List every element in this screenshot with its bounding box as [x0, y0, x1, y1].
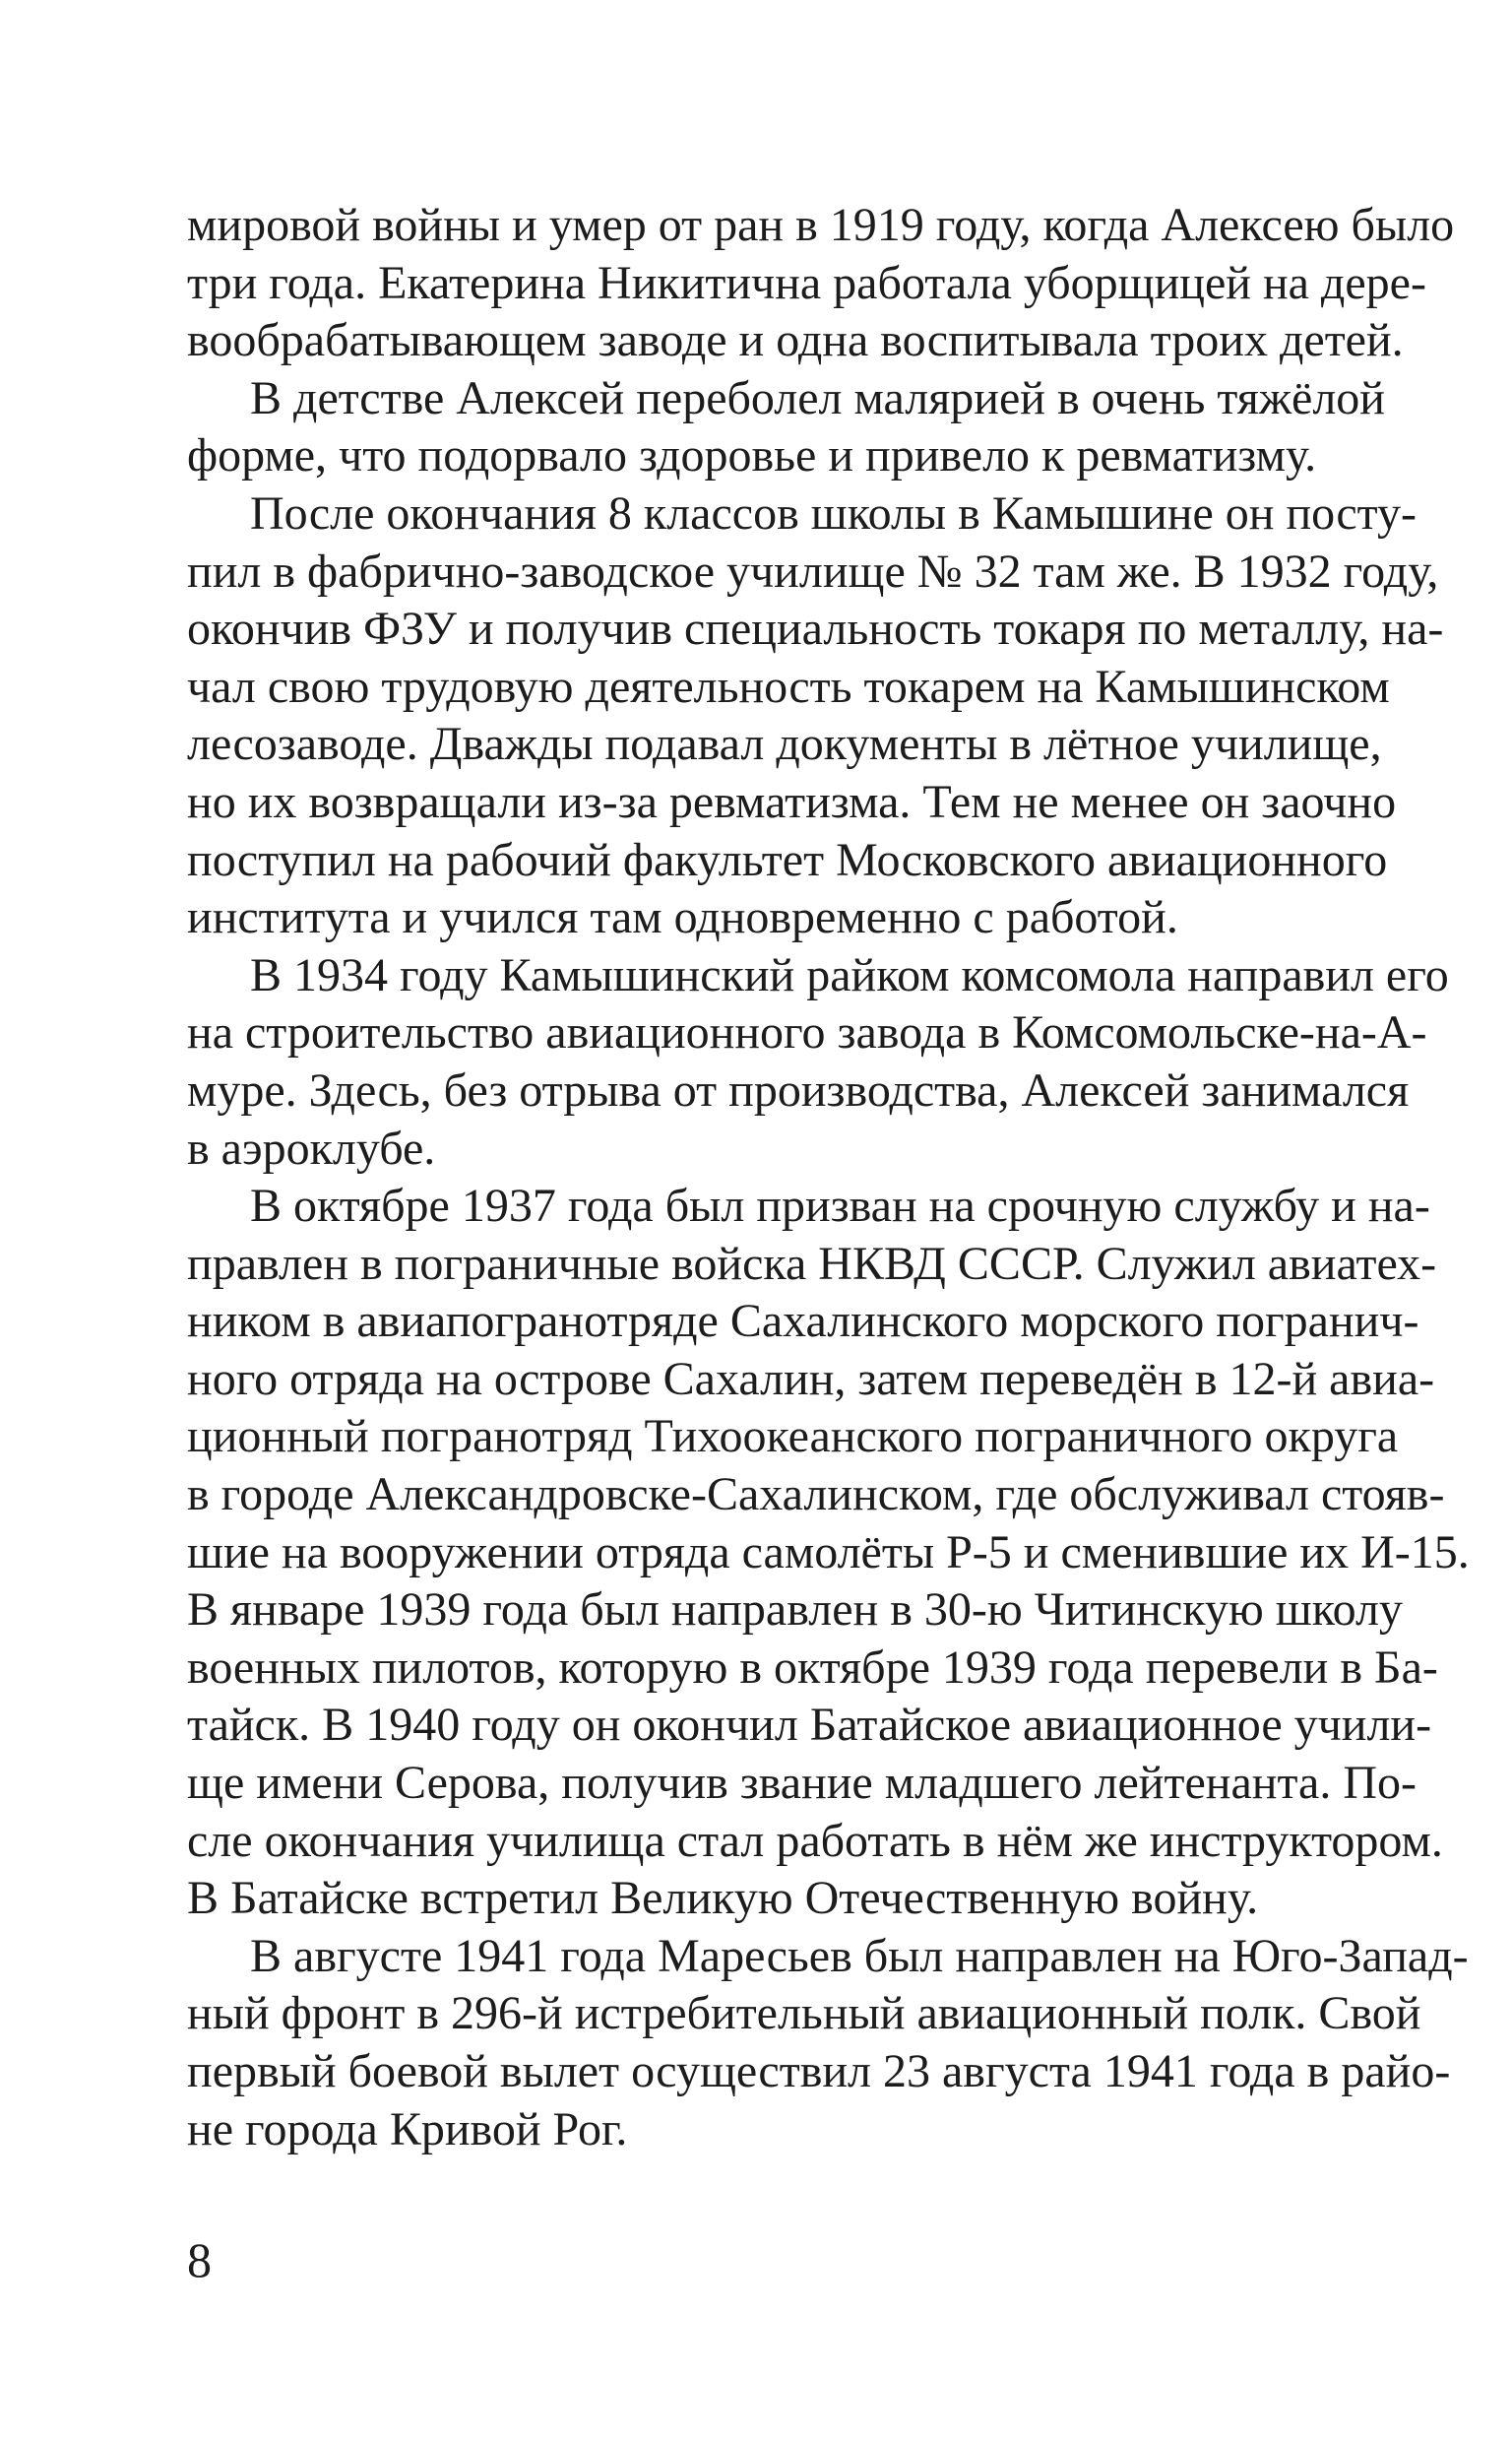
- text-line: ный фронт в 296-й истребительный авиационный полк. Свой: [187, 1987, 1421, 2040]
- text-line: форме, что подорвало здоровье и привело к ревматизму.: [187, 429, 1317, 482]
- text-line: В Батайске встретил Великую Отечественную войну.: [187, 1872, 1259, 1925]
- text-line: на строительство авиационного завода в Комсомольске-на-А-: [187, 1006, 1427, 1060]
- text-line: не города Кривой Рог.: [187, 2102, 628, 2155]
- text-line: сле окончания училища стал работать в нём же инструктором.: [187, 1814, 1443, 1867]
- text-line: три года. Екатерина Никитична работала уборщицей на дере-: [187, 256, 1426, 309]
- text-line: ного отряда на острове Сахалин, затем переведён в 12-й авиа-: [187, 1352, 1435, 1405]
- text-line: мировой войны и умер от ран в 1919 году, когда Алексею было: [187, 199, 1455, 251]
- text-line: в аэроклубе.: [187, 1122, 436, 1175]
- text-line: ником в авиапогранотряде Сахалинского морского погранич-: [187, 1295, 1419, 1348]
- text-line: но их возвращали из-за ревматизма. Тем не менее он заочно: [187, 775, 1397, 828]
- text-line: поступил на рабочий факультет Московского авиационного: [187, 833, 1388, 886]
- text-line: В августе 1941 года Маресьев был направлен на Юго-Запад-: [250, 1929, 1469, 1982]
- text-line: В октябре 1937 года был призван на срочную службу и на-: [250, 1180, 1430, 1233]
- text-line: лесозаводе. Дважды подавал документы в лётное училище,: [187, 718, 1382, 771]
- text-line: института и учился там одновременно с работой.: [187, 891, 1178, 944]
- text-line: ще имени Серова, получив звание младшего лейтенанта. По-: [187, 1757, 1417, 1810]
- text-line: окончив ФЗУ и получив специальность токаря по металлу, на-: [187, 603, 1444, 656]
- text-line: правлен в пограничные войска НКВД СССР. Служил авиатех-: [187, 1237, 1437, 1290]
- text-line: В 1934 году Камышинский райком комсомола направил его: [250, 948, 1449, 1001]
- text-line: ционный погранотряд Тихоокеанского пограничного округа: [187, 1410, 1399, 1463]
- text-line: тайск. В 1940 году он окончил Батайское авиационное учили-: [187, 1699, 1432, 1752]
- text-line: В детстве Алексей переболел малярией в очень тяжёлой: [250, 371, 1385, 424]
- text-line: в городе Александровске-Сахалинском, где обслуживал стояв-: [187, 1468, 1445, 1521]
- text-line: муре. Здесь, без отрыва от производства, Алексей занимался: [187, 1063, 1410, 1117]
- page-number: 8: [187, 2232, 212, 2287]
- text-line: В январе 1939 года был направлен в 30-ю Читинскую школу: [187, 1583, 1403, 1637]
- text-line: вообрабатывающем заводе и одна воспитывала троих детей.: [187, 314, 1404, 367]
- text-line: чал свою трудовую деятельность токарем на Камышинском: [187, 660, 1390, 713]
- text-line: военных пилотов, которую в октябре 1939 года перевели в Ба-: [187, 1640, 1438, 1694]
- text-line: первый боевой вылет осуществил 23 августа 1941 года в райо-: [187, 2045, 1451, 2097]
- text-line: После окончания 8 классов школы в Камышине он посту-: [250, 486, 1417, 540]
- text-line: шие на вооружении отряда самолёты Р-5 и сменившие их И-15.: [187, 1525, 1470, 1578]
- body-text: [187, 197, 1470, 2158]
- text-line: пил в фабрично-заводское училище № 32 там же. В 1932 году,: [187, 545, 1439, 598]
